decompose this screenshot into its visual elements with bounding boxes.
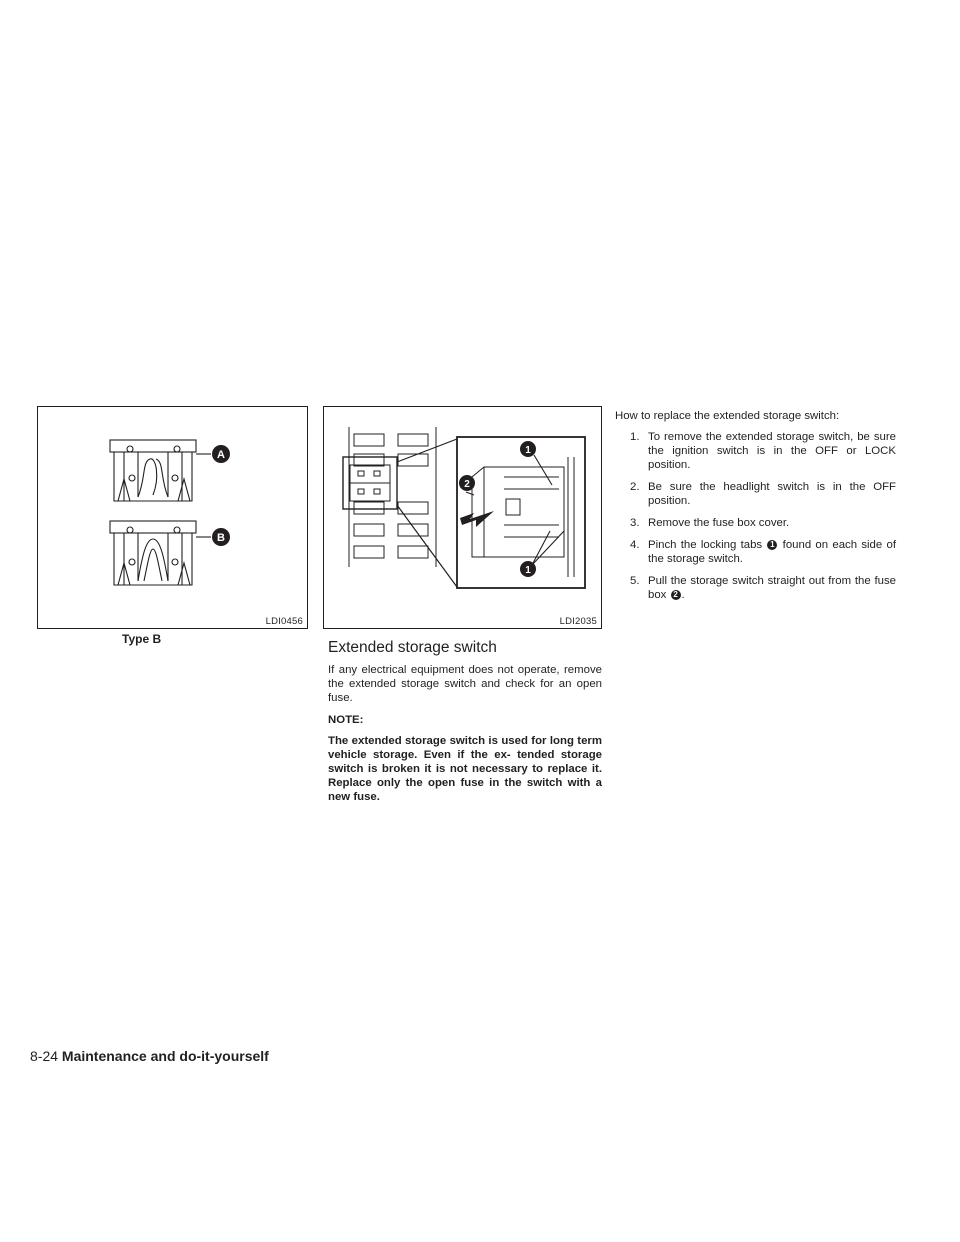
figure-code: LDI0456 bbox=[265, 616, 303, 627]
storage-switch-illustration bbox=[324, 407, 603, 630]
note-label: NOTE: bbox=[328, 714, 364, 726]
procedure-steps bbox=[615, 430, 896, 610]
section-heading: Extended storage switch bbox=[328, 639, 497, 656]
label-a: A bbox=[217, 449, 225, 461]
page-footer bbox=[30, 1048, 269, 1064]
footer-section-title: Maintenance and do-it-yourself bbox=[61, 1048, 269, 1064]
page-number: 8-24 bbox=[30, 1048, 59, 1064]
list-item: 3. Remove the fuse box cover. bbox=[630, 517, 790, 529]
intro-paragraph: If any electrical equipment does not operate, remove the extended storage switch and check for an open fuse. bbox=[328, 664, 602, 704]
list-item: 5. Pull the storage switch straight out from the fuse box 2 . bbox=[630, 575, 896, 601]
label-b: B bbox=[217, 532, 225, 544]
callout-1-top: 1 bbox=[525, 445, 531, 456]
list-item: 1. To remove the extended storage switch, be sure the ignition switch is in the OFF or LOCK position. bbox=[630, 431, 896, 471]
storage-switch-figure bbox=[323, 406, 602, 629]
callout-ref-2: 2 bbox=[671, 590, 681, 600]
fuse-illustration bbox=[38, 407, 309, 630]
procedure-title: How to replace the extended storage switch: bbox=[615, 410, 840, 422]
figure-caption: Type B bbox=[122, 632, 162, 646]
list-item: 4. Pinch the locking tabs 1 found on each side of the storage switch. bbox=[630, 539, 896, 565]
fuse-a-icon bbox=[110, 440, 196, 501]
callout-2: 2 bbox=[464, 479, 470, 490]
note-text: The extended storage switch is used for long term vehicle storage. Even if the ex- tended storage switch is broken it is not necessary to replace it. Replace only the open fuse in the switch with a new fuse. bbox=[328, 735, 602, 803]
callout-1-bottom: 1 bbox=[525, 565, 531, 576]
list-item: 2. Be sure the headlight switch is in the OFF position. bbox=[630, 481, 896, 507]
fuse-figure bbox=[37, 406, 308, 629]
fuse-b-icon bbox=[110, 521, 196, 585]
callout-ref-1: 1 bbox=[767, 540, 777, 550]
figure-code: LDI2035 bbox=[559, 616, 597, 627]
